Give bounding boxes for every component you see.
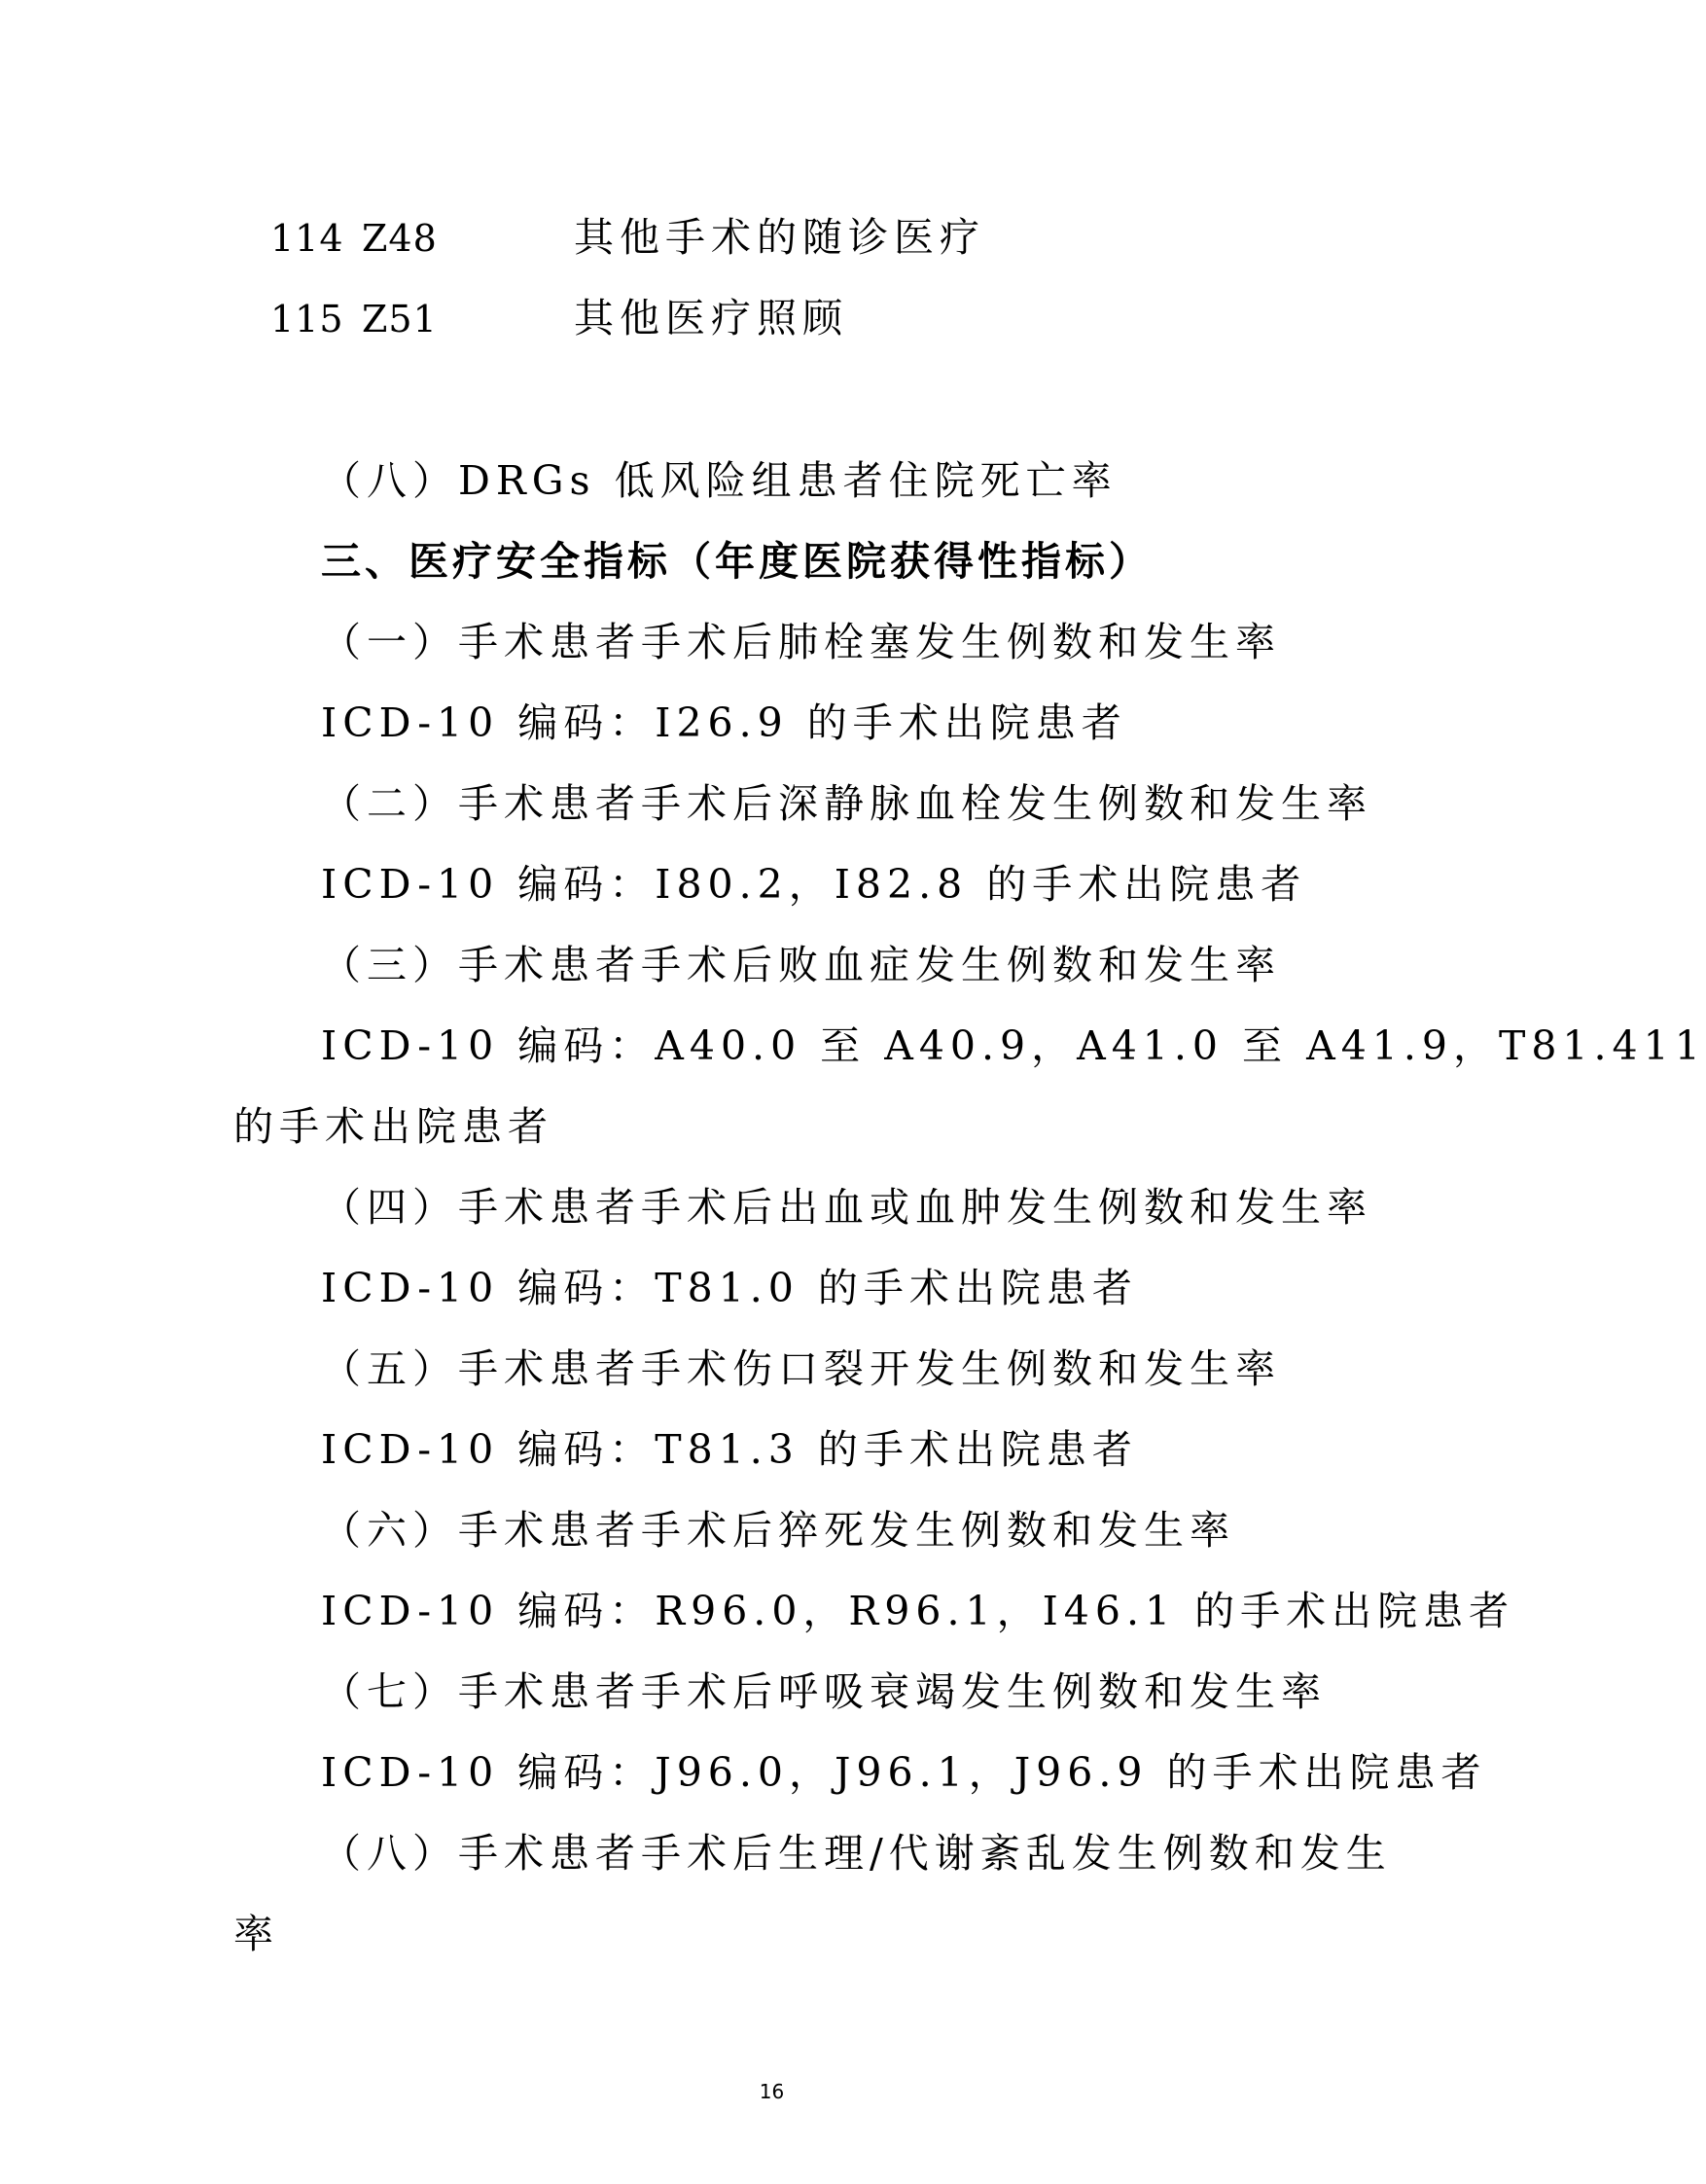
row-index: 115 [270, 298, 344, 340]
row-name: 其他手术的随诊医疗 [574, 214, 985, 261]
item-heading: （八）手术患者手术后生理/代谢紊乱发生例数和发生 [321, 1830, 1392, 1877]
page-number: 16 [759, 2080, 785, 2103]
item-heading: （二）手术患者手术后深静脉血栓发生例数和发生率 [321, 780, 1372, 827]
section-heading: 三、医疗安全指标（年度医院获得性指标） [321, 538, 1153, 585]
icd-code-line: ICD-10 编码：A40.0 至 A40.9，A41.0 至 A41.9，T81.411 [321, 1022, 1706, 1069]
row-index: 114 [270, 217, 344, 260]
row-code: Z51 [362, 298, 438, 340]
icd-code-line: ICD-10 编码：J96.0，J96.1，J96.9 的手术出院患者 [321, 1749, 1487, 1796]
icd-code-line: ICD-10 编码：T81.3 的手术出院患者 [321, 1426, 1138, 1473]
row-name: 其他医疗照顾 [574, 295, 848, 341]
item-heading: （六）手术患者手术后猝死发生例数和发生率 [321, 1507, 1235, 1554]
item-heading: （一）手术患者手术后肺栓塞发生例数和发生率 [321, 619, 1281, 665]
icd-code-line: ICD-10 编码：T81.0 的手术出院患者 [321, 1265, 1138, 1311]
row-code: Z48 [362, 217, 438, 260]
icd-code-line: ICD-10 编码：I26.9 的手术出院患者 [321, 699, 1127, 746]
item-heading: （四）手术患者手术后出血或血肿发生例数和发生率 [321, 1184, 1372, 1231]
item-heading: （七）手术患者手术后呼吸衰竭发生例数和发生率 [321, 1668, 1327, 1715]
icd-code-line: ICD-10 编码：R96.0，R96.1，I46.1 的手术出院患者 [321, 1588, 1515, 1634]
item-heading-continuation: 率 [233, 1911, 279, 1957]
item-heading: （三）手术患者手术后败血症发生例数和发生率 [321, 942, 1281, 988]
item-heading: （五）手术患者手术伤口裂开发生例数和发生率 [321, 1345, 1281, 1392]
heading-drgs-mortality: （八）DRGs 低风险组患者住院死亡率 [321, 457, 1118, 504]
icd-code-line: ICD-10 编码：I80.2，I82.8 的手术出院患者 [321, 861, 1307, 908]
icd-code-continuation: 的手术出院患者 [233, 1103, 553, 1150]
